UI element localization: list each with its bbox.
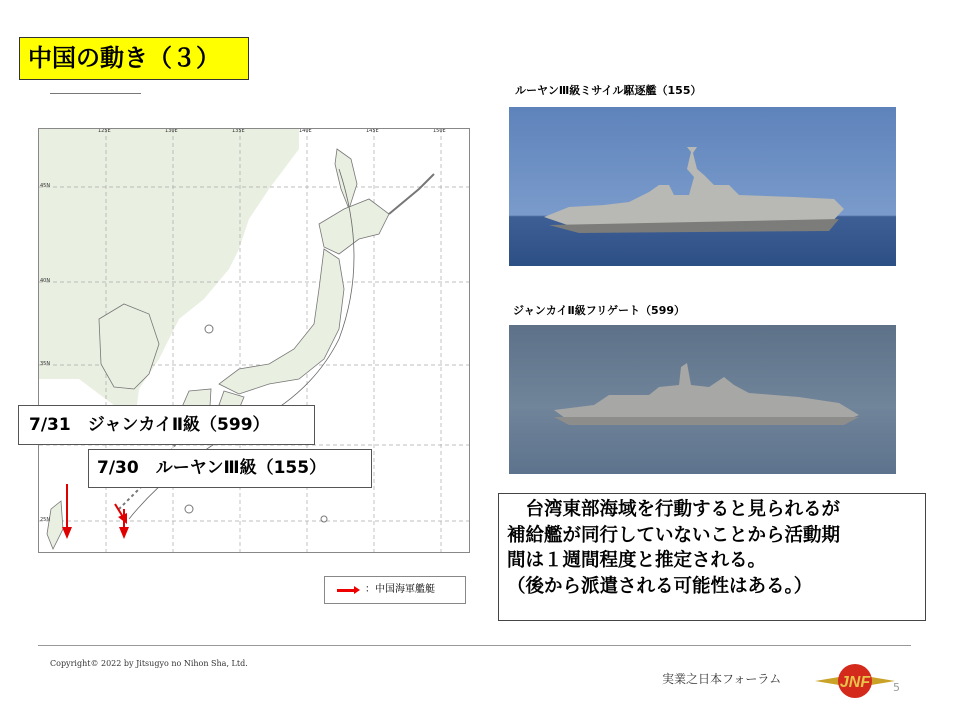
red-arrow-icon (337, 589, 355, 592)
lon-tick: 140E (299, 128, 312, 134)
copyright: Copyright© 2022 by Jitsugyo no Nihon Sha, Ltd. (50, 659, 248, 668)
map-drawing (39, 129, 470, 553)
lon-tick: 135E (232, 128, 245, 134)
lon-tick: 145E (366, 128, 379, 134)
svg-text:JNF: JNF (839, 674, 871, 691)
ship-photo-155 (509, 107, 896, 266)
note-line: 間は１週間程度と推定される。 (507, 550, 767, 571)
note-line: 補給艦が同行していないことから活動期 (507, 524, 841, 546)
ship-photo-599 (509, 325, 896, 474)
legend-text: ：中国海軍艦艇 (365, 584, 435, 595)
lat-tick: 35N (40, 361, 51, 367)
page-number: 5 (893, 681, 900, 694)
photo-caption-155: ルーヤンⅢ級ミサイル駆逐艦（155） (515, 84, 702, 97)
photo-caption-599: ジャンカイⅡ級フリゲート（599） (513, 304, 685, 317)
lon-tick: 150E (433, 128, 446, 134)
forum-name: 実業之日本フォーラム (662, 672, 782, 686)
ship-label-599: 7/31 ジャンカイⅡ級（599） (18, 405, 315, 445)
lat-tick: 25N (40, 517, 51, 523)
assessment-note (498, 493, 926, 621)
note-line: （後から派遣される可能性はある。） (507, 575, 813, 597)
japan-map (38, 128, 470, 553)
title-underline (50, 93, 141, 94)
map-legend (324, 576, 466, 604)
page-title: 中国の動き（３） (19, 37, 249, 80)
footer-divider (38, 645, 911, 646)
lon-tick: 130E (165, 128, 178, 134)
lat-tick: 40N (40, 278, 51, 284)
note-line: 台湾東部海域を行動すると見られるが (507, 499, 841, 520)
ship-label-155: 7/30 ルーヤンⅢ級（155） (88, 449, 372, 488)
lat-tick: 45N (40, 183, 51, 189)
jnf-logo-icon (815, 660, 895, 702)
lon-tick: 125E (98, 128, 111, 134)
